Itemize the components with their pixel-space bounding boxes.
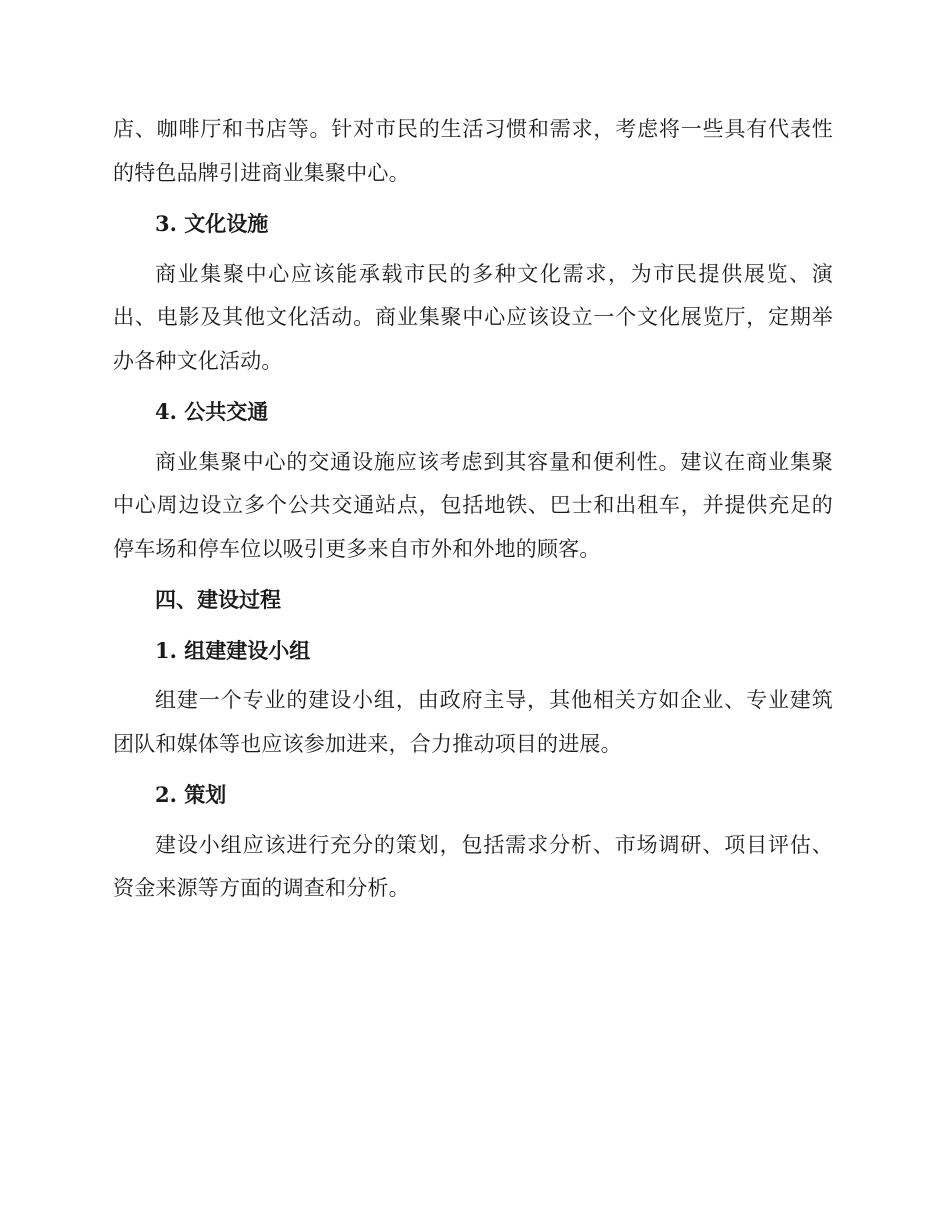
paragraph-cultural-facilities: 商业集聚中心应该能承载市民的多种文化需求，为市民提供展览、演出、电影及其他文化活动。商业集聚中心应该设立一个文化展览厅，定期举办各种文化活动。 (113, 261, 833, 373)
heading-cultural-facilities: 3. 文化设施 (155, 211, 269, 236)
paragraph-public-transport: 商业集聚中心的交通设施应该考虑到其容量和便利性。建议在商业集聚中心周边设立多个公共交通站点，包括地铁、巴士和出租车，并提供充足的停车场和停车位以吸引更多来自市外和外地的顾客。 (113, 449, 833, 561)
paragraph-planning: 建设小组应该进行充分的策划，包括需求分析、市场调研、项目评估、资金来源等方面的调查和分析。 (113, 832, 833, 900)
heading-planning: 2. 策划 (155, 782, 227, 807)
heading-construction-process: 四、建设过程 (155, 587, 281, 612)
paragraph-shops: 店、咖啡厅和书店等。针对市民的生活习惯和需求，考虑将一些具有代表性的特色品牌引进商业集聚中心。 (113, 117, 833, 185)
heading-build-team: 1. 组建建设小组 (155, 637, 311, 663)
paragraph-build-team: 组建一个专业的建设小组，由政府主导，其他相关方如企业、专业建筑团队和媒体等也应该参加进来，合力推动项目的进展。 (113, 688, 833, 756)
document-body (113, 108, 833, 918)
heading-public-transport: 4. 公共交通 (155, 399, 269, 424)
